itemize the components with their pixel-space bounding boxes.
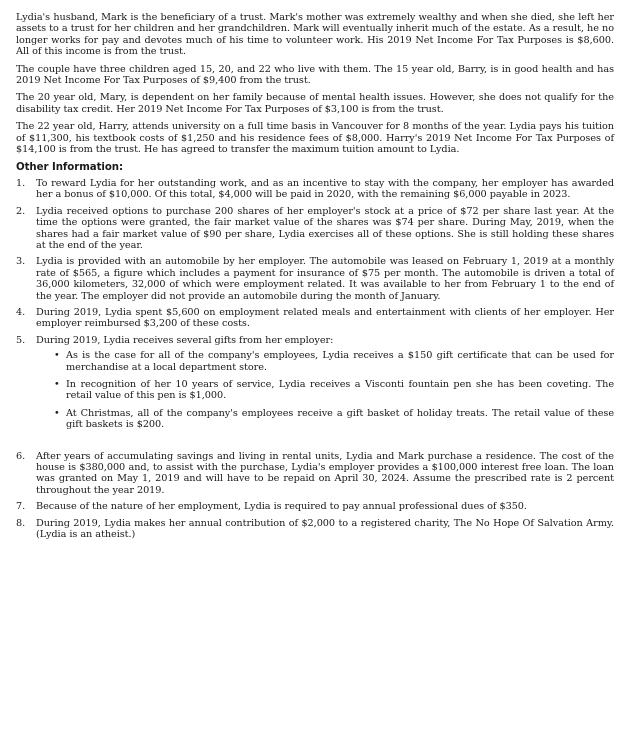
- item-number: 4.: [16, 306, 26, 318]
- bullet-text: As is the case for all of the company's employees, Lydia receives a $150 gift certificate that can be used for merchandise at a local department store.: [66, 350, 614, 373]
- item-text: During 2019, Lydia receives several gifts from her employer:: [36, 334, 334, 346]
- list-item: [16, 518, 614, 541]
- paragraph-barry: The couple have three children aged 15, 20, and 22 who live with them. The 15 year old, Barry, is in good health and has 2019 Net Income For Tax Purposes of $9,400 from the trust.: [16, 63, 614, 87]
- item-text: Because of the nature of her employment, Lydia is required to pay annual professional dues of $350.: [36, 501, 527, 513]
- item-number: 3.: [16, 256, 26, 268]
- item-text: During 2019, Lydia spent $5,600 on employment related meals and entertainment with clients of her employer. Her employer reimbursed $3,200 of these costs.: [36, 306, 614, 330]
- item-number: 6.: [16, 450, 26, 462]
- list-item: [16, 178, 614, 201]
- paragraph-harry: The 22 year old, Harry, attends university on a full time basis in Vancouver for 8 months of the year. Lydia pays his tuition of $11,300, his textbook costs of $1,250 and his residence fees of $8,000. Harry's 2019 Net Income For Tax Purposes of $14,100 is from the trust. He has agreed to transfer the maximum tuition amount to Lydia.: [16, 121, 614, 156]
- list-item: [16, 335, 614, 437]
- item-number: 8.: [16, 517, 26, 529]
- paragraph-mary: The 20 year old, Mary, is dependent on her family because of mental health issues. However, she does not qualify for the disability tax credit. Her 2019 Net Income For Tax Purposes of $3,100 is from the trust.: [16, 92, 614, 115]
- bullet-text: In recognition of her 10 years of service, Lydia receives a Visconti fountain pen she has been coveting. The retail value of this pen is $1,000.: [66, 378, 614, 402]
- item-number: 7.: [16, 501, 26, 513]
- item-number: 1.: [16, 177, 26, 189]
- item-text: During 2019, Lydia makes her annual contribution of $2,000 to a registered charity, The No Hope Of Salvation Army. (Lydia is an atheist.): [36, 517, 614, 541]
- gift-bullet-list: [36, 350, 614, 430]
- list-item: [16, 307, 614, 330]
- item-number: 2.: [16, 205, 26, 217]
- list-item: [16, 256, 614, 302]
- bullet-item: [54, 379, 614, 402]
- bullet-icon: •: [54, 350, 60, 362]
- item-text: After years of accumulating savings and living in rental units, Lydia and Mark purchase a residence. The cost of the house is $380,000 and, to assist with the purchase, Lydia's employer provides a $100,000 interest free loan. The loan was granted on May 1, 2019 and will have to be repaid on April 30, 2024. Assume the prescribed rate is 2 percent throughout the year 2019.: [36, 450, 614, 496]
- paragraph-mark-trust: Lydia's husband, Mark is the beneficiary of a trust. Mark's mother was extremely wealthy and when she died, she left her assets to a trust for her children and her grandchildren. Mark will eventually inherit much of the estate. As a result, he no longer works for pay and devotes much of his time to volunteer work. His 2019 Net Income For Tax Purposes is $8,600. All of this income is from the trust.: [16, 12, 614, 58]
- list-item: [16, 206, 614, 252]
- item-text: Lydia received options to purchase 200 shares of her employer's stock at a price of $72 per share last year. At the time the options were granted, the fair market value of the shares was $74 per share. During May, 2019, when the shares had a fair market value of $90 per share, Lydia exercises all of these options. She is still holding these shares at the end of the year.: [36, 205, 614, 251]
- information-list: [16, 178, 614, 541]
- item-number: 5.: [16, 334, 26, 346]
- item-body: [36, 335, 614, 437]
- bullet-icon: •: [54, 378, 60, 390]
- section-heading: Other Information:: [16, 162, 124, 174]
- item-text: To reward Lydia for her outstanding work, and as an incentive to stay with the company, her employer has awarded her a bonus of $10,000. Of this total, $4,000 will be paid in 2020, with the remaining $6,000 payable in 2023.: [36, 177, 614, 201]
- list-item: [16, 451, 614, 497]
- item-text: Lydia is provided with an automobile by her employer. The automobile was leased on February 1, 2019 at a monthly rate of $565, a figure which includes a payment for insurance of $75 per month. The automobile is driven a total of 36,000 kilometers, 32,000 of which were employment related. It was available to her from February 1 to the end of the year. The employer did not provide an automobile during the month of January.: [36, 256, 614, 302]
- bullet-icon: •: [54, 407, 60, 419]
- list-item: [16, 501, 614, 512]
- bullet-text: At Christmas, all of the company's employees receive a gift basket of holiday treats. The retail value of these gift baskets is $200.: [66, 407, 614, 431]
- bullet-item: [54, 350, 614, 373]
- bullet-item: [54, 408, 614, 431]
